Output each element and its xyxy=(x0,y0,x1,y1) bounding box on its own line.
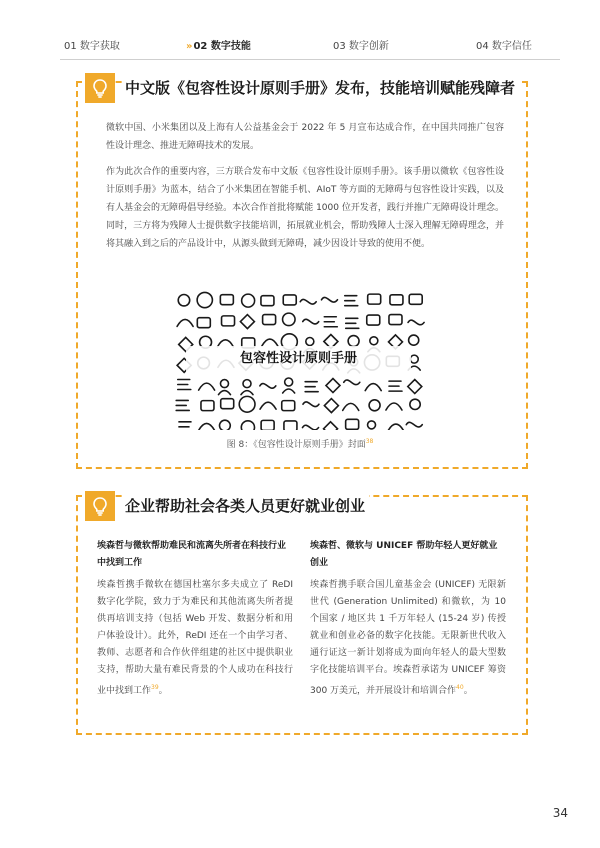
left-body-tail: 。 xyxy=(158,686,168,696)
cover-title: 包容性设计原则手册 xyxy=(239,351,357,366)
nav-item-label: 02 数字技能 xyxy=(193,41,251,52)
page-number: 34 xyxy=(552,806,568,820)
section-title: 中文版《包容性设计原则手册》发布，技能培训赋能残障者 xyxy=(125,77,519,99)
nav-item-digital-trust[interactable]: 04 数字信任 xyxy=(476,41,532,52)
section-title: 企业帮助社会各类人员更好就业创业 xyxy=(125,495,369,517)
left-column-body xyxy=(97,577,293,700)
nav-item-digital-innovation[interactable]: 03 数字创新 xyxy=(333,41,389,52)
left-column-heading: 埃森哲与微软帮助难民和流离失所者在科技行业中找到工作 xyxy=(97,541,287,568)
section-title-row xyxy=(85,491,405,523)
paragraph-intro: 微软中国、小米集团以及上海有人公益基金会于 2022 年 5 月宣布达成合作，在中国共同推广包容性设计理念、推进无障碍技术的发展。 xyxy=(106,123,504,151)
footnote-ref[interactable]: 40 xyxy=(456,684,464,691)
footnote-ref[interactable]: 38 xyxy=(365,438,374,445)
paragraph-details: 作为此次合作的重要内容，三方联合发布中文版《包容性设计原则手册》。该手册以微软《包容性设计原则手册》为蓝本，结合了小米集团在智能手机、AIoT 等方面的无障碍与包容性设计实践，以及有人基金会的无障碍倡导经验。本次合作首批将赋能 1000 位开发者，践行并推广无障碍设计理念。同时，三方将为残障人士提供数字技能培训，拓展就业机会，帮助残障人士深入理解无障碍理念，并将其融入到之后的产品设计中，从源头做到无障碍，减少因设计导致的使用不便。 xyxy=(106,167,504,249)
section-title-row xyxy=(85,73,525,105)
nav-item-digital-access[interactable]: 01 数字获取 xyxy=(64,41,120,52)
left-body-text: 埃森哲携手微软在德国杜塞尔多夫成立了 ReDI 数字化学院，致力于为难民和其他流离失所者提供再培训支持（包括 Web 开发、数据分析和用户体验设计）。此外，ReDI 还在一个由学习者、教师、志愿者和合作伙伴组建的社区中提供职业支持，帮助大量有难民背景的个人成功在科技行业中找到工作 xyxy=(97,580,293,696)
footnote-ref[interactable]: 39 xyxy=(151,684,159,691)
chapter-nav xyxy=(0,0,600,60)
caption-text: 图 8：《包容性设计原则手册》封面 xyxy=(226,440,366,450)
double-chevron-icon: » xyxy=(186,41,191,52)
lightbulb-icon xyxy=(85,73,115,103)
nav-item-digital-skills[interactable] xyxy=(186,41,251,53)
right-column-body xyxy=(310,577,506,700)
right-column-heading: 埃森哲、微软与 UNICEF 帮助年轻人更好就业创业 xyxy=(310,541,498,568)
book-cover-image xyxy=(172,288,425,430)
right-body-text: 埃森哲携手联合国儿童基金会 (UNICEF) 无限新世代 (Generation Unlimited) 和微软，为 10 个国家 / 地区共 1 千万年轻人 (15-24 岁) 传授就业和创业必备的数字化技能。无限新世代收入通行证这一新计划将成为面向年轻人的最大型数字化技能培训平台。埃森哲承诺为 UNICEF 筹资 300 万美元，并开展设计和培训合作 xyxy=(310,580,506,696)
nav-divider xyxy=(60,59,560,60)
lightbulb-icon xyxy=(85,491,115,521)
right-body-tail: 。 xyxy=(463,686,473,696)
figure-caption xyxy=(0,436,600,451)
